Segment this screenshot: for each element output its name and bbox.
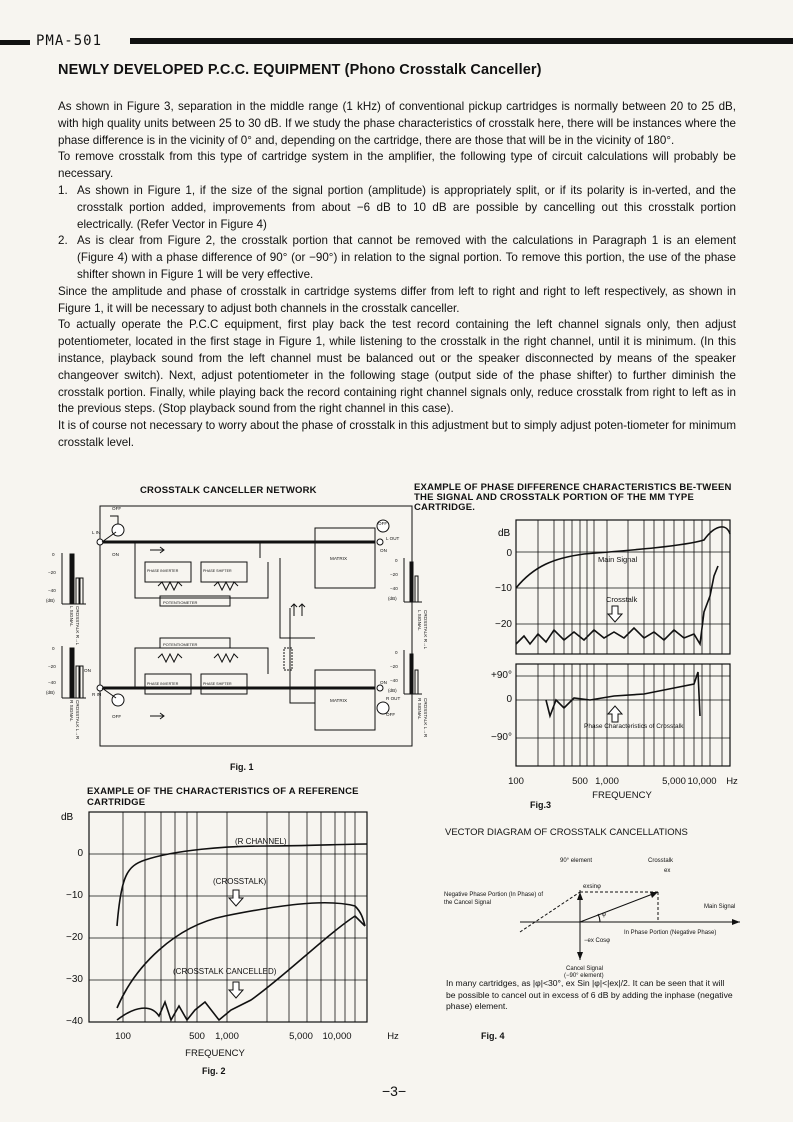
down-arrow-icon [229,982,243,998]
page-number: −3− [382,1083,407,1099]
fig2-chart [55,806,410,1076]
crosstalk-curve [516,566,718,644]
matrix-r-label: MATRIX [330,698,348,703]
fig3-upper-frame [516,520,730,654]
on-label-ro: ON [380,680,387,685]
fig4-label-crosstalk: Crosstalk [648,858,674,864]
paragraph-3: Since the amplitude and phase of crosstalk in cartridge systems differ from left to right and right to left respectively, as shown in Figure 1, it will be necessary to adjust both channels in the crosstalk canceller. [58,284,736,315]
fig3-xtick: 100 [508,776,524,787]
crosstalk-vector [580,892,658,922]
fig2-xtick: 100 [115,1031,131,1042]
fig4-caption: Fig. 4 [481,1031,505,1041]
fig4-vector-diagram [440,850,750,980]
r-bars-m40: −40 [48,680,56,685]
list-text: As shown in Figure 1, if the size of the signal portion (amplitude) is appropriately split, or if its polarity is in-verted, and the crosstalk portion added, improvements from about −6 dB to 10 dB are possible by cancelling out this crosstalk portion electrically. (Refer Vector in Figure 4) [77,183,736,231]
list-text: As is clear from Figure 2, the crosstalk portion that cannot be removed with the calculations in Paragraph 1 is an element (Figure 4) with a phase difference of 90° (or −90°) in relation to the signal portion. To remove this portion, the use of the phase shifter shown in Figure 1 will be very effective. [77,234,736,281]
fig3-xtick: 500 [572,776,588,787]
list-item-1 [58,183,736,233]
fig3-ytick: −10 [495,583,512,594]
fig4-label-inphase: In Phase Portion (Negative Phase) [624,930,717,936]
fig2-unit: Hz [387,1031,399,1042]
fig3-xlabel: FREQUENCY [592,790,652,801]
crosstalk-rl-label-out: CROSSTALK R→L [423,610,428,650]
fig1-caption: Fig. 1 [230,762,254,772]
fig2-label-crosstalk: (CROSSTALK) [213,877,267,886]
paragraph-5: It is of course not necessary to worry about the phase of crosstalk in this adjustment but to simply adjust poten-tiometer for minimum crosstalk level. [58,419,736,449]
fig4-label-neg2: the Cancel Signal [444,900,492,906]
fig4-label-neg1: Negative Phase Portion (In Phase) of [444,892,544,898]
fig2-label-r-channel: (R CHANNEL) [235,837,287,846]
fig2-ytick: −30 [66,974,83,985]
on-label-l: ON [112,552,119,557]
on-label-r: ON [84,668,91,673]
phase-curve [546,672,700,716]
fig2-label-cancelled: (CROSSTALK CANCELLED) [173,967,277,976]
l-signal-label-out: L SIGNAL [417,610,422,631]
r-in-label: R IN [92,692,102,697]
list-number: 2. [58,234,68,248]
fig2-xlabel: FREQUENCY [185,1048,245,1059]
rl-bars-zero: 0 [395,558,398,563]
fig3-xtick: 10,000 [687,776,717,787]
matrix-l-label: MATRIX [330,556,348,561]
fig3-chart [491,516,756,808]
phase-inverter-l-label: PHASE INVERTER [147,569,179,573]
fig3-ytick: 0 [506,548,512,559]
l-in-label: L IN [92,530,101,535]
lr-bars-m20: −20 [390,664,398,669]
lr-bars-db: (dB) [388,688,397,693]
fig3-phase-tick: +90° [491,670,512,681]
r-out-label: R OUT [386,696,401,701]
crosstalk-lr-bars [404,650,422,694]
fig2-ylabel: dB [61,812,74,823]
down-arrow-icon [608,606,622,622]
rl-bars-m40: −40 [390,586,398,591]
fig2-xtick: 500 [189,1031,205,1042]
fig2-caption: Fig. 2 [202,1066,226,1076]
off-label-r: OFF [112,714,122,719]
potentiometer-label-r: POTENTIOMETER [163,642,198,647]
r-bars-db: (dB) [46,690,55,695]
potentiometer-label-l: POTENTIOMETER [163,600,198,605]
fig4-note: In many cartridges, as |φ|<30°, ex Sin |φ|<|ex|/2. It can be seen that it will be possible to cancel out in excess of 6 dB by adding the inphase (negative phase) element. [446,978,733,1011]
fig2-ytick: 0 [77,848,83,859]
crosstalk-rl-bars [404,558,422,602]
fig4-label-main: Main Signal [704,904,736,910]
paragraph-1: As shown in Figure 3, separation in the middle range (1 kHz) of conventional pickup cartridges is normally between 20 to 25 dB, with high quality units between 25 to 30 dB. If we study the phase characteristics of crosstalk here, there will be instances where the phase difference is in the vicinity of 0° and, depending on the cartridge, there are those that will be in the vicinity of 180°. [58,100,736,147]
l-signal-bars [62,553,86,604]
fig4-label-cancel: Cancel Signal [566,966,604,972]
fig3-phase-tick: 0 [506,694,512,705]
fig4-label-cancel2: (−90° element) [564,973,604,979]
fig3-label-phase: Phase Characteristics of Crosstalk [584,723,684,730]
fig4-label-phi: φ [602,912,606,918]
fig3-xtick: 1,000 [595,776,619,787]
fig2-xtick: 1,000 [215,1031,239,1042]
off-label-l: OFF [112,506,122,511]
crosstalk-rl-label: CROSSTALK R→L [75,606,80,646]
l-bars-db: (dB) [46,598,55,603]
l-bars-m40: −40 [48,588,56,593]
section-title: NEWLY DEVELOPED P.C.C. EQUIPMENT (Phono Crosstalk Canceller) [58,62,542,78]
fig2-ytick: −20 [66,932,83,943]
model-name: PMA-501 [36,33,103,49]
fig4-label-90: 90° element [560,858,593,864]
fig3-title: EXAMPLE OF PHASE DIFFERENCE CHARACTERISTICS BE-TWEEN THE SIGNAL AND CROSSTALK PORTION OF THE MM TYPE CARTRIDGE. [414,482,732,513]
lr-bars-m40: −40 [390,678,398,683]
fig2-xtick: 5,000 [289,1031,313,1042]
off-label-lo: OFF [378,521,388,526]
up-arrow-icon [608,706,622,722]
header-rule-left [0,40,30,45]
r-signal-label: R SIGNAL [69,700,74,722]
phase-shifter-l-label: PHASE SHIFTER [203,569,232,573]
fig3-xtick: 5,000 [662,776,686,787]
fig4-label-exsin: exsinφ [583,884,601,890]
fig1-title: CROSSTALK CANCELLER NETWORK [140,485,317,496]
fig3-unit: Hz [726,776,738,787]
crosstalk-canceller-diagram [40,498,430,760]
fig3-ylabel: dB [498,528,511,539]
fig3-phase-tick: −90° [491,732,512,743]
r-signal-bars [62,646,86,698]
arrow-head-icon [577,892,583,900]
l-bars-m20: −20 [48,570,56,575]
l-signal-label: L SIGNAL [69,606,74,627]
fig3-label-main: Main Signal [598,555,638,564]
fig3-label-crosstalk: Crosstalk [606,595,638,604]
rl-bars-m20: −20 [390,572,398,577]
fig3-ytick: −20 [495,619,512,630]
r-bars-zero: 0 [52,646,55,651]
rl-bars-db: (dB) [388,596,397,601]
crosstalk-lr-label: CROSSTALK L→R [75,700,80,740]
phase-shifter-r-label: PHASE SHIFTER [203,682,232,686]
arrow-head-icon [650,892,658,898]
paragraph-2: To remove crosstalk from this type of cartridge system in the amplifier, the following type of circuit calculations will probably be necessary. [58,150,736,181]
list-item-2 [58,233,736,283]
r-bars-m20: −20 [48,664,56,669]
paragraph-4: To actually operate the P.C.C equipment, first play back the test record containing the left channel signals only, then adjust potentiometer, located in the first stage in Figure 1, while listening to the crosstalk in the right channel, until it is minimum. (In this instance, playback sound from the left channel must be balanced out or the speaker disconnected by means of the speaker changeover switch). Next, adjust potentiometer in the following stage (output side of the phase shifter) to further diminish the crosstalk portion. Finally, while playing back the record containing right channel signals only, reduce crosstalk from right to left as in the previous steps. (Stop playback sound from the right channel in this case). [58,318,736,416]
fig2-ytick: −40 [66,1016,83,1027]
off-label-ro: OFF [386,712,396,717]
down-arrow-icon [229,890,243,906]
fig2-xtick: 10,000 [322,1031,352,1042]
phase-inverter-r-label: PHASE INVERTER [147,682,179,686]
crosstalk-lr-label-out: CROSSTALK L→R [423,698,428,738]
l-bars-zero: 0 [52,552,55,557]
list-number: 1. [58,183,68,197]
body-text [58,99,736,452]
fig2-grid [89,812,367,1022]
arrow-head-icon [577,952,583,960]
header-rule [130,38,793,44]
l-out-label: L OUT [386,536,400,541]
fig4-label-excos: −ex Cosφ [584,938,611,944]
fig4-label-ex: ex [664,868,671,874]
fig2-title: EXAMPLE OF THE CHARACTERISTICS OF A REFERENCE CARTRIDGE [87,786,359,808]
fig4-title: VECTOR DIAGRAM OF CROSSTALK CANCELLATIONS [445,827,688,838]
fig2-ytick: −10 [66,890,83,901]
r-signal-label-out: R SIGNAL [417,698,422,720]
arrow-head-icon [732,919,740,925]
on-label-lo: ON [380,548,387,553]
lr-bars-zero: 0 [395,650,398,655]
fig3-caption: Fig.3 [530,800,552,810]
